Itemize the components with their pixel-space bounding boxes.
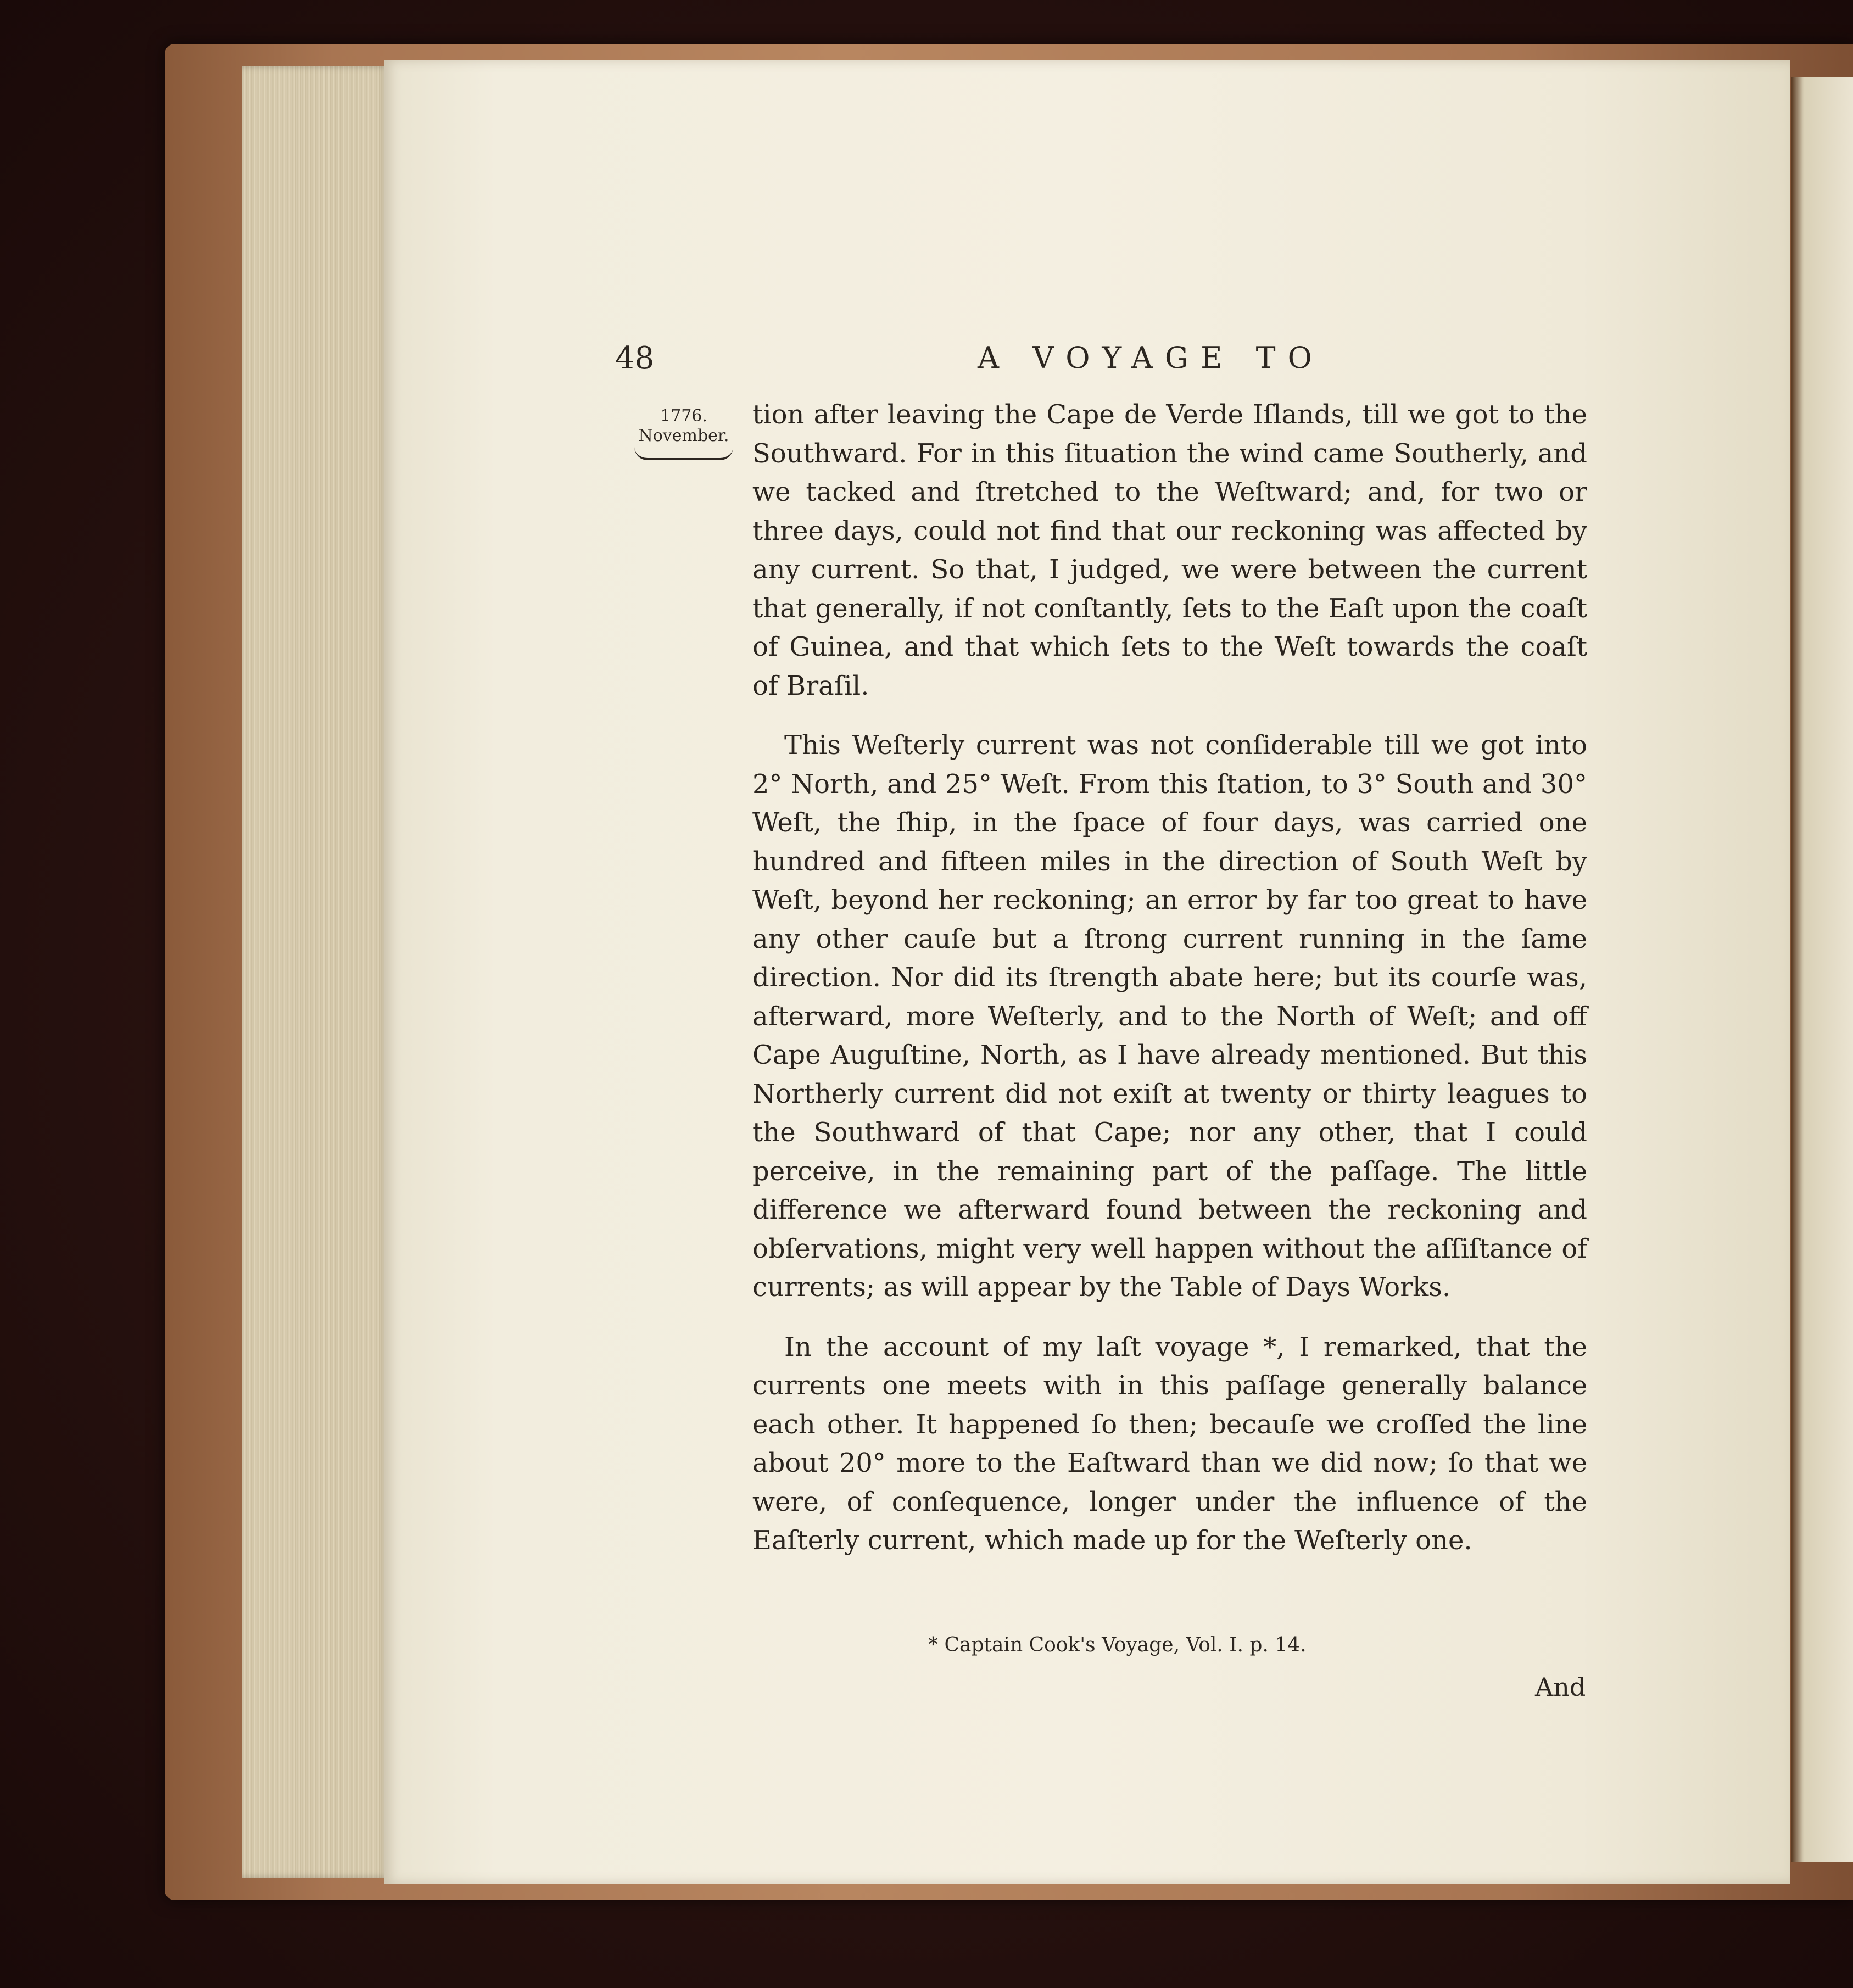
book-page-edges	[242, 66, 390, 1878]
margin-note-date	[626, 406, 741, 460]
paragraph-last-voyage: In the account of my laſt voyage *, I remarked, that the currents one meets with in this paſſage generally balance each other. It happened ſo then; becauſe we croſſed the line about 20° more to the Eaſtward than we did now; ſo that we were, of conſequence, longer under the influence of the Eaſterly current, which made up for the Weſterly one.	[752, 1331, 1587, 1556]
margin-brace-icon	[634, 447, 733, 460]
margin-note-month: November.	[638, 426, 729, 445]
paragraph-continued: tion after leaving the Cape de Verde Iſlands, till we got to the Southward. For in this ſituation the wind came Southerly, and we tacked and ſtretched to the Weſtward; and, for two or three days, could not find that our reckoning was affected by any current. So that, I judged, we were between the current that generally, if not conſtantly, ſets to the Eaſt upon the coaſt of Guinea, and that which ſets to the Weſt towards the coaſt of Braſil.	[752, 399, 1587, 701]
paragraph-westerly-current: This Weſterly current was not conſiderable till we got into 2° North, and 25° Weſt. From this ſtation, to 3° South and 30° Weſt, the ſhip, in the ſpace of four days, was carried one hundred and fifteen miles in the direction of South Weſt by Weſt, beyond her reckoning; an error by far too great to have any other cauſe but a ſtrong current running in the ſame direction. Nor did its ſtrength abate here; but its courſe was, afterward, more Weſterly, and to the North of Weſt; and off Cape Auguſtine, North, as I have already mentioned. But this Northerly current did not exiſt at twenty or thirty leagues to the Southward of that Cape; nor any other, that I could perceive, in the remaining part of the paſſage. The little difference we afterward found between the reckoning and obſervations, might very well happen without the aſſiſtance of currents; as will appear by the Table of Days Works.	[752, 730, 1587, 1303]
page-number: 48	[615, 340, 655, 376]
body-text	[752, 395, 1587, 1560]
running-head: A VOYAGE TO	[978, 340, 1324, 375]
footnote: * Captain Cook's Voyage, Vol. I. p. 14.	[928, 1634, 1307, 1656]
facing-page-edge	[1791, 77, 1853, 1862]
catchword: And	[1535, 1672, 1586, 1702]
margin-note-year: 1776.	[660, 406, 707, 426]
